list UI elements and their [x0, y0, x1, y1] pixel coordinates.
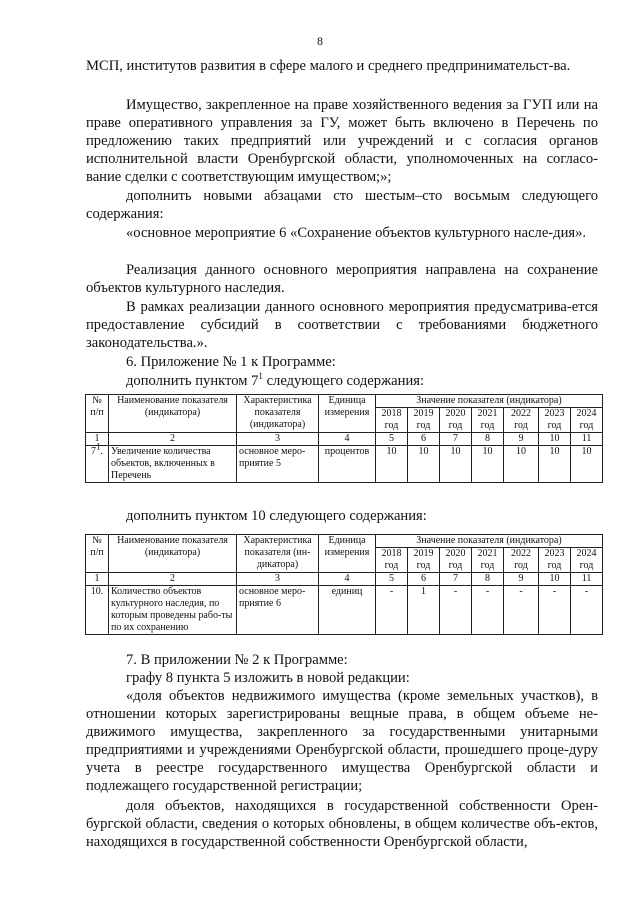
- page-number: 8: [317, 34, 323, 48]
- column-number: 9: [504, 573, 539, 586]
- row-value: 10: [408, 446, 440, 483]
- column-number: 5: [376, 433, 408, 446]
- table-row: [86, 446, 603, 483]
- column-number: 4: [319, 573, 376, 586]
- header-unit: Единица измерения: [319, 535, 376, 573]
- header-year: 2022 год: [504, 408, 539, 433]
- paragraph-heritage: Реализация данного основного мероприятия направлена на сохранение объектов культурного наследия.: [86, 262, 598, 296]
- header-characteristic: Характеристика показателя (ин-дикатора): [237, 535, 319, 573]
- row-value: -: [472, 586, 504, 635]
- column-number: 4: [319, 433, 376, 446]
- row-value: -: [440, 586, 472, 635]
- row-unit: процентов: [319, 446, 376, 483]
- row-indicator-name: Количество объектов культурного наследия, по которым проведены рабо-ты по их сохранению: [109, 586, 237, 635]
- row-value: 10: [539, 446, 571, 483]
- paragraph-share-real-estate: «доля объектов недвижимого имущества (кроме земельных участков), в отношении которых зарегистрированы вещные права, в общем объеме не-движимого имущества, закрепленного за государственными унитарными предприятиями и учреждениями Оренбургской области, прошедшего проце-дуру учета в реестре государственного имущества Оренбургской области и подлежащего государственной регистрации;: [86, 688, 598, 794]
- paragraph-measure-6: «основное мероприятие 6 «Сохранение объектов культурного насле-дия».: [126, 225, 587, 241]
- row-num: 10.: [86, 586, 109, 635]
- header-year: 2020 год: [440, 408, 472, 433]
- paragraph-msp: МСП, институтов развития в сфере малого и среднего предпринимательст-ва.: [86, 58, 571, 74]
- column-number: 2: [109, 573, 237, 586]
- row-num: $7^1$.: [86, 446, 109, 483]
- header-num: № п/п: [86, 395, 109, 433]
- header-unit: Единица измерения: [319, 395, 376, 433]
- column-number: 5: [376, 573, 408, 586]
- column-number: 2: [109, 433, 237, 446]
- column-number: 6: [408, 433, 440, 446]
- column-number: 3: [237, 433, 319, 446]
- paragraph-appendix-1: 6. Приложение № 1 к Программе:: [126, 354, 336, 370]
- column-number: 11: [571, 573, 603, 586]
- column-number: 8: [472, 573, 504, 586]
- row-characteristic: основное меро-приятие 5: [237, 446, 319, 483]
- table-row: [86, 586, 603, 635]
- header-indicator-name: Наименование показателя (индикатора): [109, 535, 237, 573]
- paragraph-property: Имущество, закрепленное на праве хозяйственного ведения за ГУП или на праве оперативного управления за ГУ, может быть включено в Перечень по предложению таких предприятий или учреждений и с согласия органов исполнительной власти Оренбургской области, уполномоченных на согласо-вание сделки с соответствующим имуществом;»;: [86, 97, 598, 185]
- header-year: 2023 год: [539, 548, 571, 573]
- header-year: 2023 год: [539, 408, 571, 433]
- header-year: 2020 год: [440, 548, 472, 573]
- row-value: -: [571, 586, 603, 635]
- header-year: 2021 год: [472, 548, 504, 573]
- column-number: 1: [86, 433, 109, 446]
- row-value: -: [539, 586, 571, 635]
- column-number: 1: [86, 573, 109, 586]
- row-value: 10: [504, 446, 539, 483]
- row-value: 1: [408, 586, 440, 635]
- header-indicator-name: Наименование показателя (индикатора): [109, 395, 237, 433]
- row-value: 10: [571, 446, 603, 483]
- row-characteristic: основное меро-приятие 6: [237, 586, 319, 635]
- header-year: 2024 год: [571, 408, 603, 433]
- header-year: 2019 год: [408, 408, 440, 433]
- header-year: 2024 год: [571, 548, 603, 573]
- header-num: № п/п: [86, 535, 109, 573]
- row-indicator-name: Увеличение количества объектов, включенных в Перечень: [109, 446, 237, 483]
- column-number: 6: [408, 573, 440, 586]
- indicator-table-2: [85, 534, 603, 635]
- paragraph-column-8: графу 8 пункта 5 изложить в новой редакции:: [126, 670, 410, 686]
- column-number: 9: [504, 433, 539, 446]
- header-year: 2022 год: [504, 548, 539, 573]
- row-unit: единиц: [319, 586, 376, 635]
- indicator-table-1: [85, 394, 603, 483]
- row-value: 10: [440, 446, 472, 483]
- column-number: 3: [237, 573, 319, 586]
- column-number: 10: [539, 433, 571, 446]
- paragraph-share-objects: доля объектов, находящихся в государственной собственности Орен-бургской области, сведения о которых обновлены, в общем количестве объ-ектов, находящихся в государственной собственности Оренбургской области,: [86, 798, 598, 850]
- header-characteristic: Характеристика показателя (индикатора): [237, 395, 319, 433]
- row-value: -: [376, 586, 408, 635]
- paragraph-add-item-10: дополнить пунктом 10 следующего содержания:: [126, 508, 427, 524]
- header-year: 2018 год: [376, 548, 408, 573]
- row-value: -: [504, 586, 539, 635]
- paragraph-add-item-7-1: дополнить пунктом $7^1$ следующего содержания:: [126, 371, 425, 389]
- header-year: 2018 год: [376, 408, 408, 433]
- header-year: 2021 год: [472, 408, 504, 433]
- paragraph-add-paragraphs: дополнить новыми абзацами сто шестым–сто восьмым следующего содержания:: [86, 188, 598, 222]
- header-values: Значение показателя (индикатора): [376, 535, 603, 548]
- column-number: 7: [440, 433, 472, 446]
- column-number: 7: [440, 573, 472, 586]
- header-year: 2019 год: [408, 548, 440, 573]
- paragraph-appendix-2: 7. В приложении № 2 к Программе:: [126, 652, 348, 668]
- row-value: 10: [472, 446, 504, 483]
- header-values: Значение показателя (индикатора): [376, 395, 603, 408]
- column-number: 11: [571, 433, 603, 446]
- paragraph-subsidies: В рамках реализации данного основного мероприятия предусматрива-ется предоставление субсидий в соответствии с требованиями бюджетного законодательства.».: [86, 299, 598, 351]
- column-number: 8: [472, 433, 504, 446]
- column-number: 10: [539, 573, 571, 586]
- row-value: 10: [376, 446, 408, 483]
